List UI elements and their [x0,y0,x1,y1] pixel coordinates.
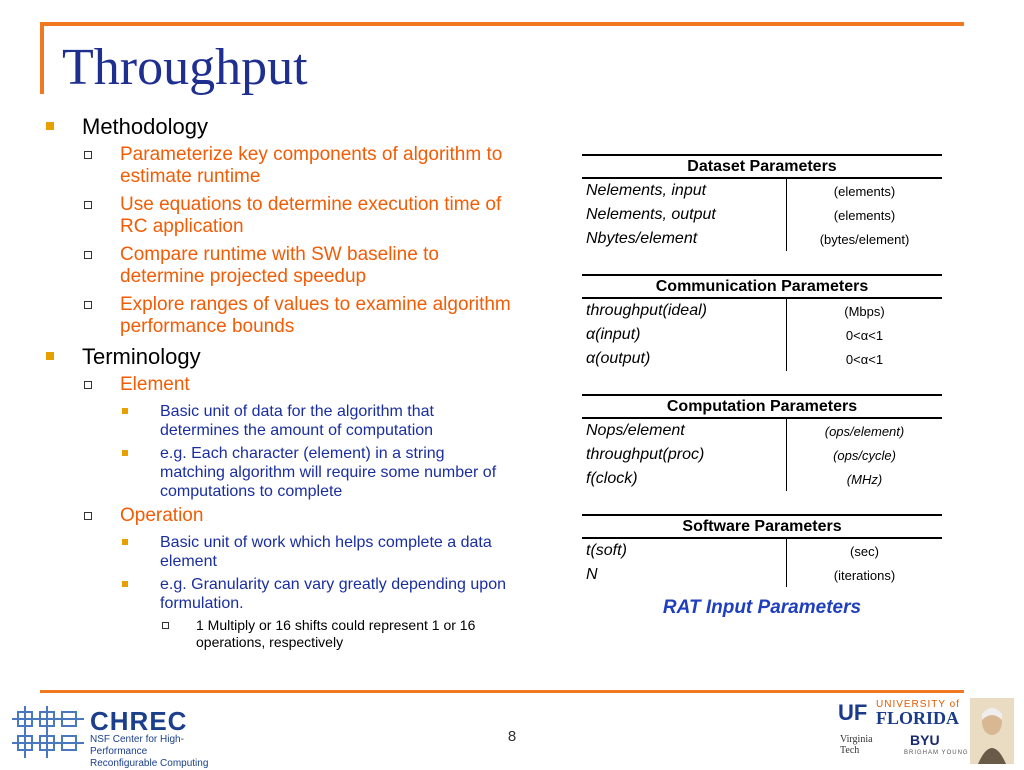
hollow-square-bullet-icon [84,151,92,159]
bottom-accent-line [40,690,964,693]
param-name: t(soft) [586,542,627,559]
table-row [582,298,942,323]
software-parameters-table [582,514,942,587]
bullet-methodology: Methodology [42,114,512,140]
communication-parameters-table [582,274,942,371]
chrec-grid-icon [12,706,84,758]
square-bullet-icon [122,408,128,414]
detail-bullet: e.g. Granularity can vary greatly depending upon formulation. [42,575,512,613]
square-bullet-icon [122,581,128,587]
table-row [582,347,942,371]
table-header: Dataset Parameters [582,155,942,178]
square-bullet-icon [46,122,54,130]
chrec-logo [12,704,222,769]
uf-logo-mark: UF [838,700,868,725]
param-unit: (elements) [787,178,943,203]
sub-bullet: Parameterize key components of algorithm to estimate runtime [42,144,512,188]
square-bullet-icon [46,352,54,360]
deep-bullet: 1 Multiply or 16 shifts could represent 1 or 16 operations, respectively [42,617,512,651]
table-row [582,563,942,587]
portrait-icon [970,698,1014,764]
dataset-parameters-table [582,154,942,251]
hollow-square-bullet-icon [84,251,92,259]
square-bullet-icon [122,539,128,545]
table-header: Communication Parameters [582,275,942,298]
param-name: Nops/element [586,422,685,439]
hollow-square-bullet-icon [162,622,169,629]
sub-bullet-element: Element [42,374,512,396]
table-row [582,443,942,467]
table-row [582,418,942,443]
detail-bullet: e.g. Each character (element) in a string matching algorithm will require some number of computations to complete [42,444,512,501]
table-row [582,538,942,563]
param-name: α(output) [586,350,651,367]
top-accent-line [40,22,964,26]
param-name: f(clock) [586,470,638,487]
param-name: throughput(ideal) [586,302,707,319]
param-unit: (sec) [787,538,943,563]
param-unit: (elements) [787,203,943,227]
bullet-terminology: Terminology [42,344,512,370]
param-unit: 0<α<1 [787,347,943,371]
param-unit: (Mbps) [787,298,943,323]
param-unit: 0<α<1 [787,323,943,347]
param-name: Nbytes/element [586,230,698,247]
left-accent-line [40,22,44,94]
hollow-square-bullet-icon [84,201,92,209]
byu-full-name: BRIGHAM YOUNG [904,750,969,756]
param-unit: (iterations) [787,563,943,587]
bullet-list [42,114,512,651]
gwu-portrait-logo [970,698,1014,764]
table-row [582,467,942,491]
table-header: Computation Parameters [582,395,942,418]
page-number: 8 [507,728,517,745]
param-unit: (ops/cycle) [787,443,943,467]
param-name: Nelements, output [586,206,716,223]
chrec-subtitle: NSF Center for High-Performance Reconfigurable Computing [90,734,209,769]
table-header: Software Parameters [582,515,942,538]
university-logos [838,698,1018,766]
virginia-tech-logo: Virginia Tech [840,734,873,756]
param-name: throughput(proc) [586,446,705,463]
uf-florida-label: FLORIDA [876,708,960,728]
table-caption: RAT Input Parameters [662,597,862,618]
sub-bullet: Explore ranges of values to examine algorithm performance bounds [42,294,512,338]
sub-bullet: Compare runtime with SW baseline to determine projected speedup [42,244,512,288]
table-row [582,323,942,347]
uf-university-label: UNIVERSITY of [876,699,960,710]
param-unit: (MHz) [787,467,943,491]
hollow-square-bullet-icon [84,512,92,520]
param-name: N [586,566,598,583]
square-bullet-icon [122,450,128,456]
sub-bullet-operation: Operation [42,505,512,527]
detail-bullet: Basic unit of work which helps complete a data element [42,533,512,571]
table-row [582,178,942,203]
sub-bullet: Use equations to determine execution time of RC application [42,194,512,238]
chrec-wordmark: CHREC [90,706,188,736]
param-name: α(input) [586,326,641,343]
table-row [582,203,942,227]
param-unit: (ops/element) [787,418,943,443]
detail-bullet: Basic unit of data for the algorithm that determines the amount of computation [42,402,512,440]
param-name: Nelements, input [586,182,707,199]
hollow-square-bullet-icon [84,381,92,389]
table-row [582,227,942,251]
byu-logo: BYU [910,732,940,748]
param-unit: (bytes/element) [787,227,943,251]
computation-parameters-table [582,394,942,491]
slide-title: Throughput [62,39,308,96]
hollow-square-bullet-icon [84,301,92,309]
